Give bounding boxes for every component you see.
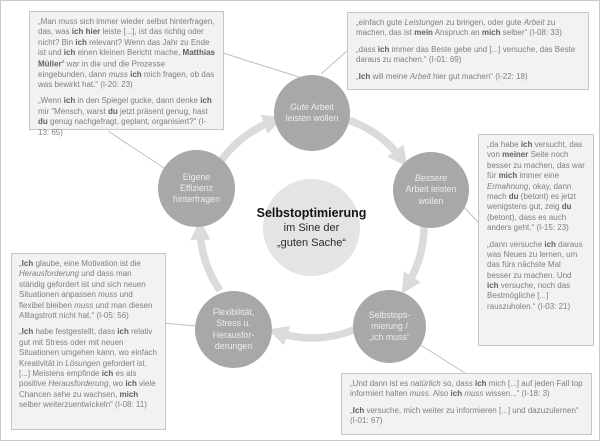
text-segment: versucht, das von xyxy=(487,140,583,160)
text-segment: mierung / xyxy=(371,320,408,331)
text-segment: ich xyxy=(377,44,390,54)
text-segment: Effizienz xyxy=(179,182,214,193)
text-segment: muss xyxy=(74,300,94,310)
text-segment: mich fragen, ob das was bewirkt hat.“ (I-20: 23) xyxy=(38,69,215,89)
text-segment: Arbeit xyxy=(309,101,335,112)
text-segment: „dass xyxy=(356,44,378,54)
center-subtitle-1: im Sine der xyxy=(283,222,340,235)
connector-topleft-box-to-top-node xyxy=(223,53,299,77)
connector-bottomright-box-to-bottomright-node xyxy=(419,344,465,373)
text-segment: ich xyxy=(130,69,142,79)
interview-quote xyxy=(38,96,215,138)
quote-box-top-right xyxy=(347,12,589,90)
node-label-line xyxy=(419,196,444,207)
text-segment: „Wenn xyxy=(38,96,64,106)
node-label-line xyxy=(173,194,220,205)
text-segment: ich xyxy=(125,379,137,389)
text-segment: „ xyxy=(356,71,359,81)
interview-quote xyxy=(356,45,580,66)
node-label-line xyxy=(286,113,339,124)
connector-left-box-to-bottomleft-node xyxy=(163,323,196,326)
text-segment: meiner xyxy=(502,150,529,160)
text-segment: „ xyxy=(19,259,22,268)
text-segment: Arbeit leisten xyxy=(405,184,457,195)
text-segment: ich xyxy=(63,48,76,58)
text-segment: „einfach gute xyxy=(356,18,405,27)
text-segment: sich immer wieder selbst hinterfragen, das, was xyxy=(38,17,215,37)
text-segment: . Also xyxy=(428,389,451,399)
node-gute-arbeit-leisten-wollen xyxy=(274,75,350,151)
text-segment: ich hier xyxy=(71,27,101,37)
interview-quote xyxy=(38,17,215,90)
text-segment: hier gut machen“ (I-22: 18) xyxy=(430,71,528,81)
node-label-line xyxy=(213,330,255,341)
quote-box-bottom-right xyxy=(341,373,592,435)
text-segment: , okay, dann mach xyxy=(487,181,572,201)
interview-quote xyxy=(19,327,158,410)
text-segment: „ xyxy=(19,327,22,337)
text-segment: „ xyxy=(350,405,353,415)
cycle-arrow-bottomleft-to-left xyxy=(200,230,220,291)
text-segment: mir "Mensch, warst xyxy=(38,106,108,116)
text-segment: will meine xyxy=(370,71,410,81)
cycle-arrow-bottomright-to-bottomleft xyxy=(277,330,354,338)
text-segment: Herausforderung xyxy=(48,379,109,389)
text-segment: ich xyxy=(200,96,212,106)
node-label-line xyxy=(183,172,210,183)
cycle-arrow-right-to-bottomright xyxy=(407,224,424,285)
text-segment: viele Chancen sehe zu wachsen, xyxy=(19,379,156,399)
connector-topright-box-to-top-node xyxy=(321,51,347,74)
text-segment: ich xyxy=(450,389,463,399)
text-segment: Herausforderung xyxy=(19,269,80,279)
text-segment: muss xyxy=(58,17,78,26)
text-segment: immer das Beste gebe und [...] versuche, das Beste daraus zu machen.“ (I-01: 69) xyxy=(356,44,576,65)
text-segment: „Und dann ist es xyxy=(350,379,411,388)
text-segment: muss xyxy=(98,290,118,300)
text-segment: daraus was Neues zu lernen, um das fürs nächste Mal besser zu machen. Und xyxy=(487,239,583,280)
text-segment: Ich xyxy=(352,405,365,415)
text-segment: ich xyxy=(474,379,487,388)
text-segment: selber weiterzuentwickeln“ (I-08: 11) xyxy=(19,400,147,410)
text-segment: Arbeit xyxy=(409,71,431,81)
interview-quote xyxy=(350,379,583,400)
interview-quote xyxy=(487,140,585,234)
text-segment: „dann versuche xyxy=(487,239,545,249)
node-flexibilitaet-stress-herausforderungen xyxy=(195,291,272,368)
text-segment: und dass man ständig gefordert ist und sich neuen Situationen anpassen xyxy=(19,269,146,300)
text-segment: du xyxy=(508,191,519,201)
text-segment: Ich xyxy=(21,259,34,268)
text-segment: „da habe xyxy=(487,140,521,149)
text-segment: muss xyxy=(464,389,484,399)
text-segment: war in die und die Prozesse eingebunden, dann xyxy=(38,59,165,79)
text-segment: ich xyxy=(117,327,129,337)
center-circle xyxy=(256,179,367,276)
text-segment: ich xyxy=(487,281,499,291)
node-label-line xyxy=(406,184,457,195)
text-segment: du xyxy=(561,202,572,212)
text-segment: relativ gut mit Stress oder mit neuen Situationen umgehen kann, wo einfach Kreativität in xyxy=(19,327,157,368)
text-segment: versuche, mich weiter zu informieren [...] und dazuzulernen“ (I-01: 67) xyxy=(350,405,579,426)
interview-quote xyxy=(356,72,580,82)
text-segment: du xyxy=(38,117,48,127)
interview-quote xyxy=(356,18,580,39)
text-segment: (betont), dass es auch anders geht.“ (I-15: 23) xyxy=(487,212,569,233)
text-segment: ich xyxy=(520,140,533,149)
text-segment: muss xyxy=(108,69,128,79)
node-label-line xyxy=(415,173,447,184)
text-segment: muss xyxy=(409,389,429,399)
text-segment: und flexibel bleiben xyxy=(19,290,133,310)
text-segment: glaube, eine Motivation ist die xyxy=(33,259,141,268)
text-segment: „Man xyxy=(38,17,59,26)
text-segment: Gute xyxy=(289,101,310,112)
text-segment: Selbstopti- xyxy=(368,309,411,320)
text-segment: genug nachgefragt, geplant, organisiert?“ (I-13: 65) xyxy=(38,117,207,137)
text-segment: Ich xyxy=(21,327,34,337)
text-segment: zu bringen, oder gute xyxy=(443,18,524,27)
interview-quote xyxy=(19,259,158,321)
text-segment: hinterfragen xyxy=(173,194,220,205)
text-segment: Seite noch besser zu machen, das war für xyxy=(487,150,585,181)
node-eigene-effizienz-hinterfragen xyxy=(158,150,235,227)
text-segment: mich xyxy=(119,389,139,399)
node-label-line xyxy=(369,310,411,321)
text-segment: mich [...] auf jeden Fall top informiert halten xyxy=(350,379,583,399)
node-selbstoptimierung-ich-muss xyxy=(353,290,426,363)
text-segment: ich xyxy=(101,368,114,378)
text-segment: versuche, noch das Bestmögliche [...] rauszuholen.“ (I-03: 21) xyxy=(487,281,571,311)
text-segment: und man diesen Alltagstrott nicht hat.“ (I-05: 56) xyxy=(19,300,153,320)
text-segment: , wo xyxy=(108,379,126,389)
node-label-line xyxy=(290,102,334,113)
text-segment: ich xyxy=(63,96,76,106)
interview-quote xyxy=(350,406,583,427)
text-segment: Flexibilität, xyxy=(212,307,255,317)
text-segment: Matthias Müller xyxy=(38,48,215,69)
text-segment: du xyxy=(107,106,118,116)
text-segment: leiste [...], ist das richtig oder nicht? Bin xyxy=(38,27,204,47)
text-segment: wollen xyxy=(418,195,444,206)
text-segment: Ich xyxy=(358,71,371,81)
text-segment: selber“ (I-08: 33) xyxy=(500,28,562,38)
text-segment: habe festgestellt, dass xyxy=(33,327,118,337)
text-segment: in den Spiegel gucke, dann denke xyxy=(75,96,201,106)
text-segment: zu machen, das ist xyxy=(356,18,556,38)
text-segment: mich xyxy=(498,171,518,181)
text-segment: mich xyxy=(481,28,501,38)
cycle-arrow-top-to-right xyxy=(343,118,402,158)
text-segment: jetzt präsent genug, hast xyxy=(117,106,208,116)
text-segment: a xyxy=(61,58,65,65)
interview-quote xyxy=(487,240,585,313)
text-segment: (betont) es jetzt wenigstens gut, zeig xyxy=(487,191,576,212)
node-label-line xyxy=(180,183,213,194)
cycle-arrow-left-to-top xyxy=(219,121,274,164)
text-segment: Eigene xyxy=(182,171,211,182)
text-segment: Ermahnung xyxy=(487,181,529,191)
quote-box-right xyxy=(478,134,594,346)
text-segment: natürlich xyxy=(410,379,441,388)
node-label-line xyxy=(369,332,410,343)
text-segment: leisten wollen xyxy=(285,113,339,123)
text-segment: Arbeit xyxy=(523,18,545,27)
text-segment: immer eine xyxy=(517,171,560,181)
center-subtitle-2: „guten Sache“ xyxy=(276,236,347,249)
text-segment: Bessere xyxy=(414,173,448,184)
text-segment: derungen xyxy=(214,340,253,351)
node-label-line xyxy=(215,341,252,352)
text-segment: Stress u. xyxy=(216,318,251,329)
text-segment: es als positive xyxy=(19,368,137,389)
text-segment: „ich muss“ xyxy=(369,332,410,343)
node-label-line xyxy=(371,321,408,332)
text-segment: Herausfor- xyxy=(212,329,255,340)
text-segment: einen kleinen Bericht mache, xyxy=(75,48,183,58)
node-label-line xyxy=(213,307,255,318)
text-segment: ich xyxy=(544,239,556,249)
center-title: Selbstoptimierung xyxy=(256,206,367,221)
node-bessere-arbeit-leisten-wollen xyxy=(393,152,469,228)
quote-box-left xyxy=(11,253,166,430)
text-segment: mein xyxy=(414,28,433,38)
node-label-line xyxy=(216,318,251,329)
text-segment: Lösungen xyxy=(65,358,101,368)
text-segment: gefordert ist. [...] Meistens empfinde xyxy=(19,358,148,378)
text-segment: wissen...“ (I-18: 3) xyxy=(483,389,550,399)
text-segment: Anspruch an xyxy=(432,28,482,38)
text-segment: relevant? Wenn das Jahr zu Ende ist und xyxy=(38,37,210,58)
text-segment: Leistungen xyxy=(404,18,444,27)
text-segment: so, dass xyxy=(440,379,475,388)
quote-box-top-left xyxy=(29,11,224,137)
text-segment: ich xyxy=(75,37,87,47)
